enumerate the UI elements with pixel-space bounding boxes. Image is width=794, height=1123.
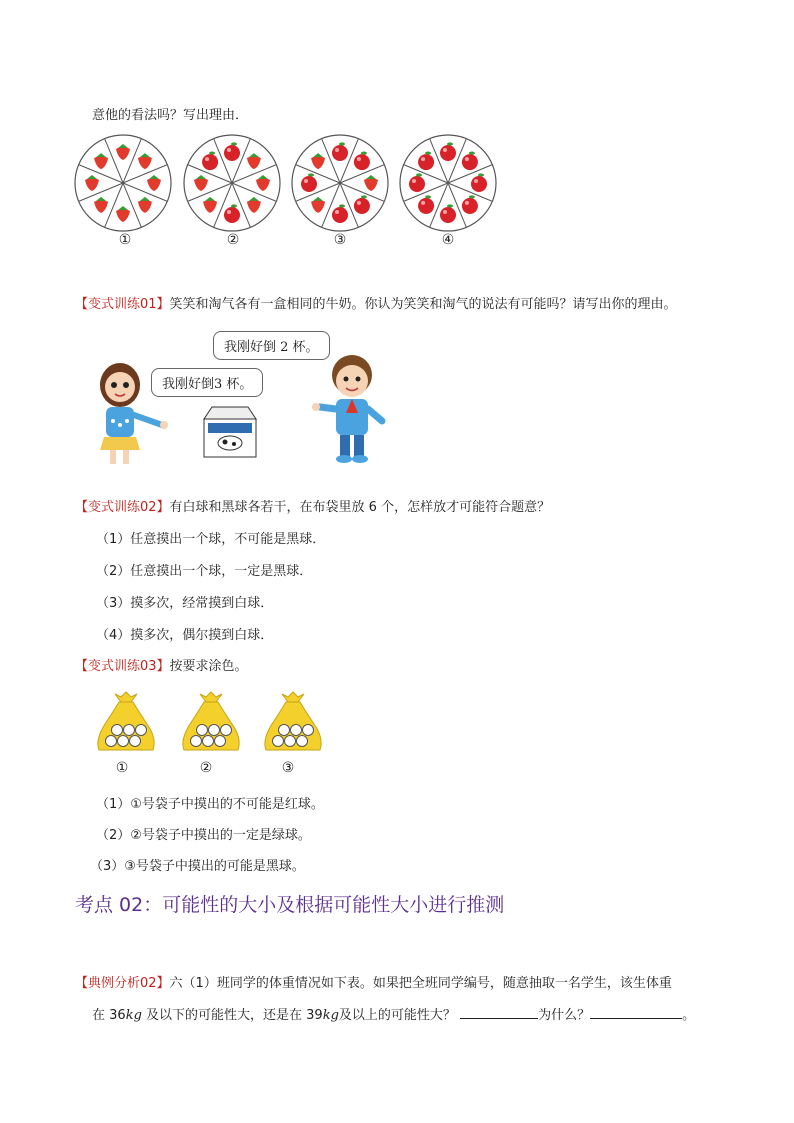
white-ball bbox=[209, 725, 220, 736]
wheel-label-4: ④ bbox=[441, 232, 455, 248]
wheel-label-1: ① bbox=[118, 232, 132, 248]
exercise-3-item-1: （1）①号袋子中摸出的不可能是红球。 bbox=[96, 797, 324, 812]
exercise-2-tag: 【变式训练02】 bbox=[75, 500, 170, 515]
example-header bbox=[75, 972, 672, 991]
exercise-3-header bbox=[75, 655, 248, 674]
example-line-2 bbox=[92, 1004, 695, 1023]
answer-blank-1[interactable] bbox=[460, 1006, 538, 1019]
exercise-2-text: 有白球和黑球各若干，在布袋里放 6 个，怎样放才可能符合题意？ bbox=[169, 500, 551, 515]
example-text-a: 在 36 bbox=[92, 1008, 126, 1023]
exercise-2-item-4: （4）摸多次，偶尔摸到白球． bbox=[96, 628, 274, 643]
white-ball bbox=[273, 736, 284, 747]
answer-blank-2[interactable] bbox=[590, 1006, 682, 1019]
exercise-2-item-3: （3）摸多次，经常摸到白球． bbox=[96, 596, 274, 611]
white-ball bbox=[191, 736, 202, 747]
bag-neck bbox=[200, 692, 222, 702]
spinner-wheel-2 bbox=[177, 128, 287, 238]
exercise-1-tag: 【变式训练01】 bbox=[75, 297, 170, 312]
white-ball bbox=[285, 736, 296, 747]
white-ball bbox=[221, 725, 232, 736]
spinner-wheel-1 bbox=[68, 128, 178, 238]
girl-speech-bubble: 我刚好倒3 杯。 bbox=[151, 368, 263, 397]
white-ball bbox=[118, 736, 129, 747]
white-ball bbox=[203, 736, 214, 747]
exercise-3-item-3: （3）③号袋子中摸出的可能是黑球。 bbox=[90, 859, 305, 874]
section-heading: 考点 02：可能性的大小及根据可能性大小进行推测 bbox=[75, 894, 505, 916]
wheel-label-3: ③ bbox=[333, 232, 347, 248]
exercise-3-text: 按要求涂色。 bbox=[169, 659, 248, 674]
milk-carton bbox=[204, 407, 256, 457]
example-text-c: 及以上的可能性大？ bbox=[338, 1008, 456, 1023]
bag-label-2: ② bbox=[199, 760, 213, 776]
exercise-2-header bbox=[75, 496, 550, 515]
exercise-2-item-2: （2）任意摸出一个球，一定是黑球． bbox=[96, 564, 313, 579]
exercise-3-item-2: （2）②号袋子中摸出的一定是绿球。 bbox=[96, 828, 311, 843]
white-ball bbox=[297, 736, 308, 747]
bag-neck bbox=[115, 692, 137, 702]
unit-kg-2: kg bbox=[322, 1008, 339, 1023]
unit-kg-1: kg bbox=[125, 1008, 142, 1023]
ball-bag-2 bbox=[176, 688, 246, 758]
bag-label-3: ③ bbox=[281, 760, 295, 776]
spinner-wheel-3 bbox=[285, 128, 395, 238]
white-ball bbox=[130, 736, 141, 747]
white-ball bbox=[112, 725, 123, 736]
ball-bag-1 bbox=[91, 688, 161, 758]
intro-line: 意他的看法吗？写出理由． bbox=[92, 108, 249, 123]
ball-bag-3 bbox=[258, 688, 328, 758]
spinner-wheel-4 bbox=[393, 128, 503, 238]
example-text-d: 为什么？ bbox=[538, 1008, 591, 1023]
white-ball bbox=[303, 725, 314, 736]
white-ball bbox=[215, 736, 226, 747]
white-ball bbox=[136, 725, 147, 736]
exercise-3-tag: 【变式训练03】 bbox=[75, 659, 170, 674]
exercise-1-header bbox=[75, 293, 677, 312]
example-tag: 【典例分析02】 bbox=[75, 976, 170, 991]
white-ball bbox=[291, 725, 302, 736]
white-ball bbox=[279, 725, 290, 736]
bag-neck bbox=[282, 692, 304, 702]
wheel-label-2: ② bbox=[226, 232, 240, 248]
boy-speech-bubble: 我刚好倒 2 杯。 bbox=[213, 331, 330, 360]
boy-figure bbox=[312, 355, 382, 463]
example-text-b: 及以下的可能性大，还是在 39 bbox=[141, 1008, 323, 1023]
white-ball bbox=[106, 736, 117, 747]
exercise-1-text: 笑笑和淘气各有一盒相同的牛奶。你认为笑笑和淘气的说法有可能吗？请写出你的理由。 bbox=[169, 297, 677, 312]
white-ball bbox=[197, 725, 208, 736]
example-text-e: 。 bbox=[682, 1008, 696, 1023]
exercise-2-item-1: （1）任意摸出一个球，不可能是黑球． bbox=[96, 532, 326, 547]
bag-label-1: ① bbox=[115, 760, 129, 776]
example-line-1: 六（1）班同学的体重情况如下表。如果把全班同学编号，随意抽取一名学生，该生体重 bbox=[169, 976, 672, 991]
white-ball bbox=[124, 725, 135, 736]
